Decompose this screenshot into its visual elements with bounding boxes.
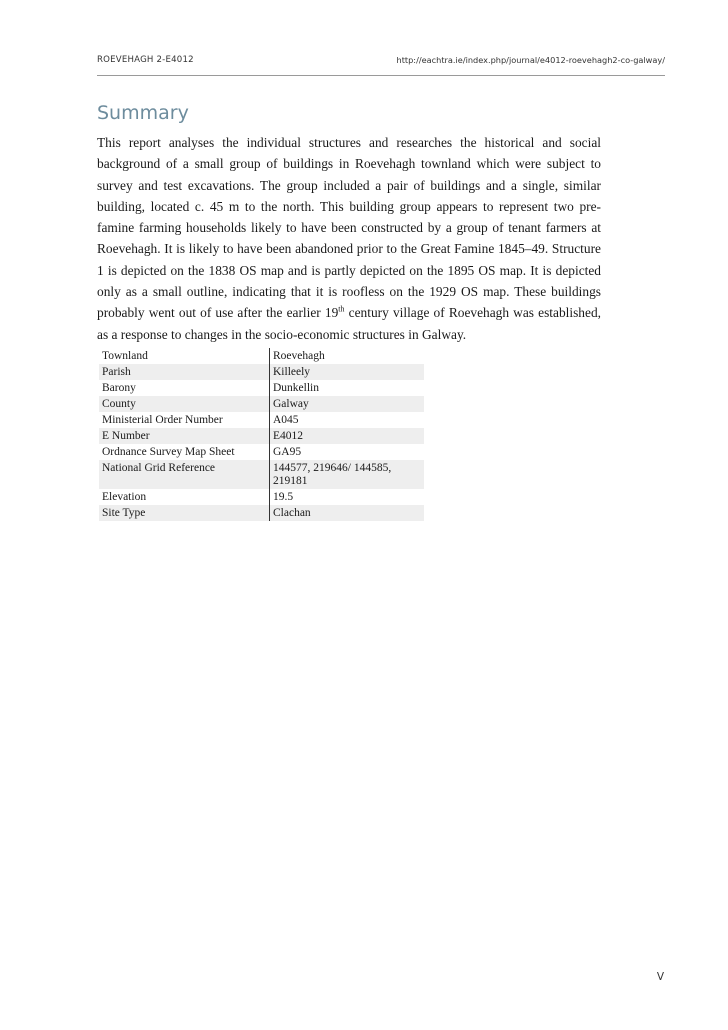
row-label: Ordnance Survey Map Sheet <box>99 444 270 460</box>
summary-superscript: th <box>338 304 345 314</box>
table-row <box>99 364 424 380</box>
row-label: Barony <box>99 380 270 396</box>
site-details-table <box>99 348 424 521</box>
row-value: Roevehagh <box>273 349 325 362</box>
row-value: Clachan <box>270 505 425 521</box>
row-label: Site Type <box>99 505 270 521</box>
row-value: A045 <box>273 413 299 426</box>
section-title: Summary <box>97 102 189 124</box>
row-value: E4012 <box>270 428 425 444</box>
table-row <box>99 348 424 364</box>
table-row <box>99 460 424 489</box>
table-row <box>99 444 424 460</box>
row-label: County <box>99 396 270 412</box>
summary-text-part1: This report analyses the individual structures and researches the historical and social background of a small group of buildings in Roevehagh townland which were subject to survey and test excavations. The group included a pair of buildings and a single, similar building, located c. 45 m to the north. This building group appears to represent two pre-famine farming households likely to have been constructed by a group of tenant farmers at Roevehagh. It is likely to have been abandoned prior to the Great Famine 1845–49. Structure 1 is depicted on the 1838 OS map and is partly depicted on the 1895 OS map. It is depicted only as a small outline, indicating that it is roofless on the 1929 OS map. These buildings probably went out of use after the earlier 19 <box>97 135 601 321</box>
page-number: V <box>656 971 664 983</box>
row-value: GA95 <box>273 445 302 458</box>
row-label: National Grid Reference <box>99 460 270 489</box>
row-label: Ministerial Order Number <box>99 412 270 428</box>
row-value: 144577, 219646/ 144585, 219181 <box>270 460 425 489</box>
row-label: Elevation <box>99 489 270 505</box>
summary-text-part2: century village of Roevehagh was established, as a response to changes in the socio-economic structures in Galway. <box>97 305 601 342</box>
row-label: Townland <box>99 348 270 364</box>
row-value: 19.5 <box>273 490 294 503</box>
summary-paragraph <box>97 132 601 345</box>
row-value: Galway <box>270 396 425 412</box>
running-title: ROEVEHAGH 2-E4012 <box>97 55 194 65</box>
page-header <box>97 51 665 76</box>
row-label: E Number <box>99 428 270 444</box>
table-row <box>99 412 424 428</box>
table-row <box>99 380 424 396</box>
table-row <box>99 428 424 444</box>
row-label: Parish <box>99 364 270 380</box>
table-row <box>99 396 424 412</box>
row-value: Dunkellin <box>273 381 319 394</box>
source-url-link[interactable]: http://eachtra.ie/index.php/journal/e4012-roevehagh2-co-galway/ <box>396 55 665 65</box>
table-row <box>99 505 424 521</box>
table-row <box>99 489 424 505</box>
row-value: Killeely <box>270 364 425 380</box>
